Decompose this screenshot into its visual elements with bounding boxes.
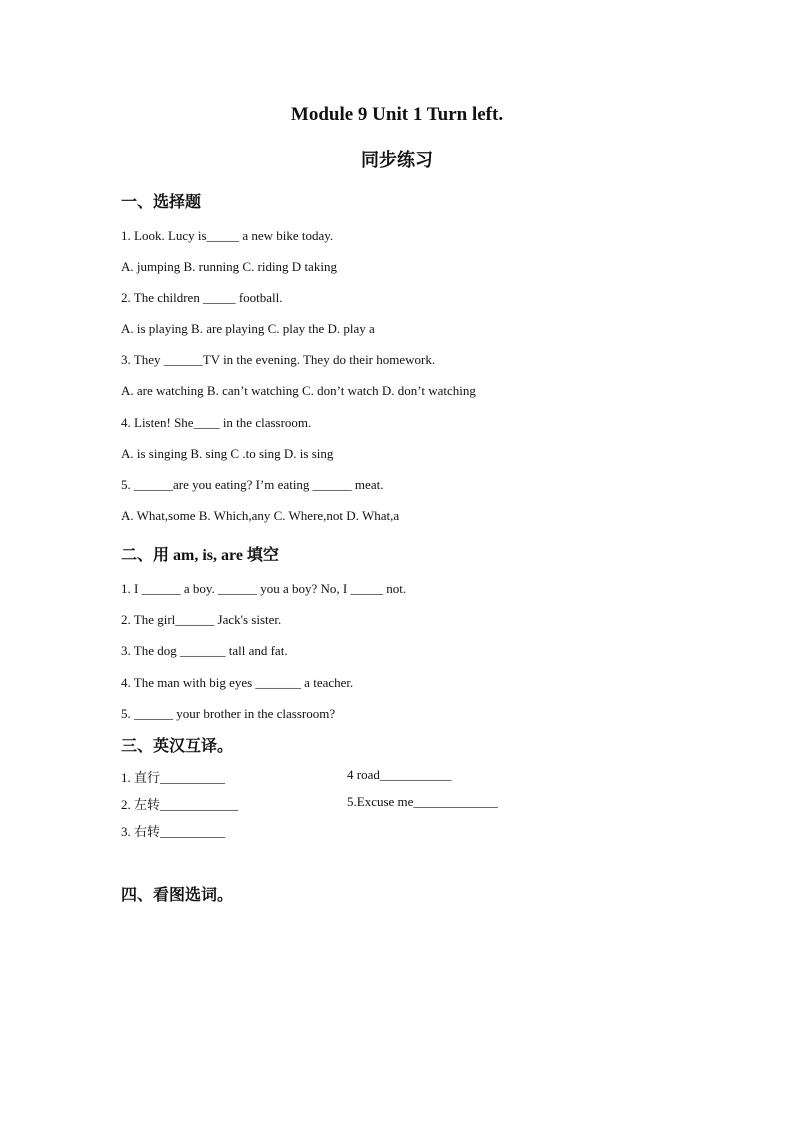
- question-1: 1. Look. Lucy is_____ a new bike today.: [121, 228, 334, 243]
- fill-item-1: 1. I ______ a boy. ______ you a boy? No, I _____ not.: [121, 581, 407, 596]
- section-heading-picture-words: 四、看图选词。: [121, 887, 234, 904]
- translation-item-3: 3. 右转__________: [121, 824, 226, 839]
- fill-item-4: 4. The man with big eyes _______ a teacher.: [121, 675, 354, 690]
- section-heading-choice: 一、选择题: [121, 194, 202, 211]
- question-3-options: A. are watching B. can’t watching C. don’t watch D. don’t watching: [121, 383, 476, 398]
- page-title: Module 9 Unit 1 Turn left.: [290, 104, 504, 125]
- fill-item-5: 5. ______ your brother in the classroom?: [121, 706, 336, 721]
- section-heading-translation: 三、英汉互译。: [121, 738, 234, 755]
- translation-item-1: 1. 直行__________: [121, 770, 226, 785]
- question-2-options: A. is playing B. are playing C. play the D. play a: [121, 321, 375, 336]
- question-4-options: A. is singing B. sing C .to sing D. is sing: [121, 446, 334, 461]
- question-1-options: A. jumping B. running C. riding D taking: [121, 259, 337, 274]
- translation-item-5: 5.Excuse me_____________: [347, 794, 498, 809]
- question-5-options: A. What,some B. Which,any C. Where,not D. What,a: [121, 508, 400, 523]
- fill-item-3: 3. The dog _______ tall and fat.: [121, 643, 288, 658]
- question-4: 4. Listen! She____ in the classroom.: [121, 415, 312, 430]
- translation-item-4: 4 road___________: [347, 767, 452, 782]
- question-3: 3. They ______TV in the evening. They do their homework.: [121, 352, 436, 367]
- section-heading-fill-blank: 二、用 am, is, are 填空: [121, 547, 279, 564]
- question-5: 5. ______are you eating? I’m eating ______ meat.: [121, 477, 384, 492]
- translation-item-2: 2. 左转____________: [121, 797, 239, 812]
- page-subtitle: 同步练习: [361, 150, 433, 170]
- question-2: 2. The children _____ football.: [121, 290, 283, 305]
- fill-item-2: 2. The girl______ Jack's sister.: [121, 612, 282, 627]
